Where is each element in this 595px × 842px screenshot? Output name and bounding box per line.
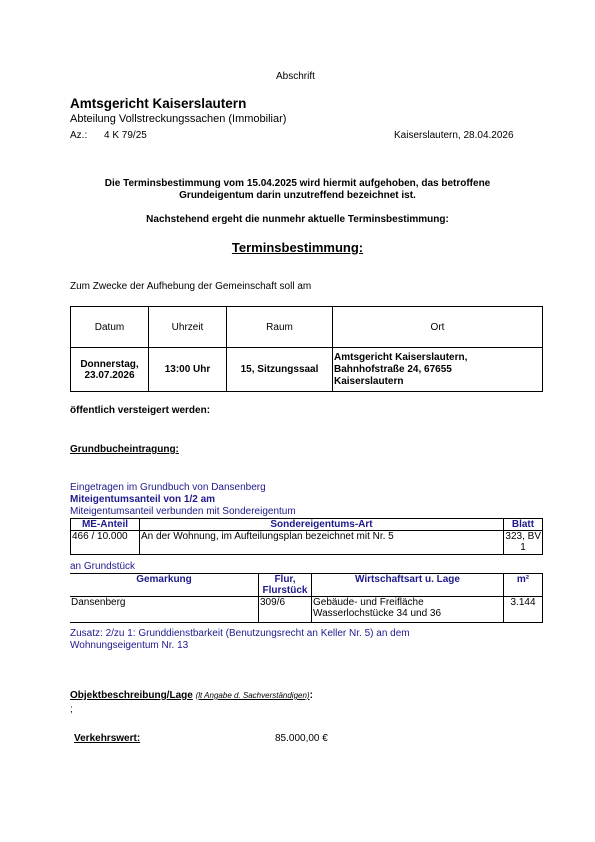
place-date: Kaiserslautern, 28.04.2026 (394, 130, 514, 141)
share-value: 466 / 10.000 (71, 531, 140, 555)
court-name: Amtsgericht Kaiserslautern (70, 96, 247, 111)
appointment-place-line-1: Amtsgericht Kaiserslautern, (334, 351, 468, 363)
addendum-line-1: Zusatz: 2/zu 1: Grunddienstbarkeit (Benutzungsrecht an Keller Nr. 5) an dem (70, 628, 410, 639)
plot-header-usage: Wirtschaftsart u. Lage (312, 574, 504, 597)
plot-header-parcel: Flur, Flurstück (259, 574, 312, 597)
share-note: Miteigentumsanteil verbunden mit Sondereigentum (70, 506, 296, 517)
appointment-table (70, 306, 543, 392)
plot-district: Dansenberg (70, 597, 259, 623)
share-type: An der Wohnung, im Aufteilungsplan bezeichnet mit Nr. 5 (140, 531, 504, 555)
plot-table (70, 573, 543, 623)
share-sheet (504, 531, 543, 555)
land-register-heading: Grundbucheintragung: (70, 444, 179, 455)
appointment-place-line-2: Bahnhofstraße 24, 67655 (334, 363, 452, 375)
share-sheet-line-2: 1 (520, 542, 526, 553)
plot-usage-line-2: Wasserlochstücke 34 und 36 (313, 608, 442, 619)
header-room: Raum (227, 307, 333, 348)
plot-usage (312, 597, 504, 623)
notice-line-1: Die Terminsbestimmung vom 15.04.2025 wird hiermit aufgehoben, das betroffene (104, 178, 491, 189)
notice-line-3: Nachstehend ergeht die nunmehr aktuelle Terminsbestimmung: (146, 214, 449, 225)
market-value-label: Verkehrswert: (74, 733, 141, 744)
appointment-place (333, 348, 543, 392)
auction-text: öffentlich versteigert werden: (70, 405, 211, 416)
appointment-room: 15, Sitzungssaal (227, 348, 333, 392)
page-title: Terminsbestimmung: (231, 240, 364, 255)
notice-line-2: Grundeigentum darin unzutreffend bezeichnet ist. (179, 190, 416, 201)
plot-label: an Grundstück (70, 561, 136, 572)
file-label: Az.: (70, 130, 88, 141)
plot-header-area: m² (504, 574, 543, 597)
department: Abteilung Vollstreckungssachen (Immobiliar) (70, 113, 287, 125)
appointment-date (71, 348, 149, 392)
object-colon: : (309, 690, 313, 701)
registered-in: Eingetragen im Grundbuch von Dansenberg (70, 482, 266, 493)
share-header-share: ME-Anteil (71, 519, 140, 531)
header-place: Ort (333, 307, 543, 348)
appointment-time: 13:00 Uhr (149, 348, 227, 392)
plot-header-district: Gemarkung (70, 574, 259, 597)
share-title: Miteigentumsanteil von 1/2 am (70, 494, 216, 505)
appointment-place-line-3: Kaiserslautern (334, 375, 404, 387)
intro-text: Zum Zwecke der Aufhebung der Gemeinschaft soll am (70, 281, 312, 292)
plot-area: 3.144 (504, 597, 543, 623)
plot-usage-line-1: Gebäude- und Freifläche (313, 597, 424, 608)
appointment-date-line-1: Donnerstag, (80, 358, 139, 370)
file-number: 4 K 79/25 (104, 130, 147, 141)
share-header-sheet: Blatt (504, 519, 543, 531)
object-heading-row (70, 690, 313, 701)
header-date: Datum (71, 307, 149, 348)
object-heading: Objektbeschreibung/Lage (70, 690, 193, 701)
share-header-type: Sondereigentums-Art (140, 519, 504, 531)
share-table (70, 518, 543, 555)
header-time: Uhrzeit (149, 307, 227, 348)
share-sheet-line-1: 323, BV (505, 531, 541, 542)
object-placeholder: ; (70, 704, 73, 715)
addendum-line-2: Wohnungseigentum Nr. 13 (70, 640, 189, 651)
object-source: (lt Angabe d. Sachverständigen) (195, 691, 310, 700)
copy-label: Abschrift (276, 71, 315, 82)
market-value: 85.000,00 € (275, 733, 328, 744)
appointment-date-line-2: 23.07.2026 (84, 369, 135, 381)
plot-parcel: 309/6 (259, 597, 312, 623)
